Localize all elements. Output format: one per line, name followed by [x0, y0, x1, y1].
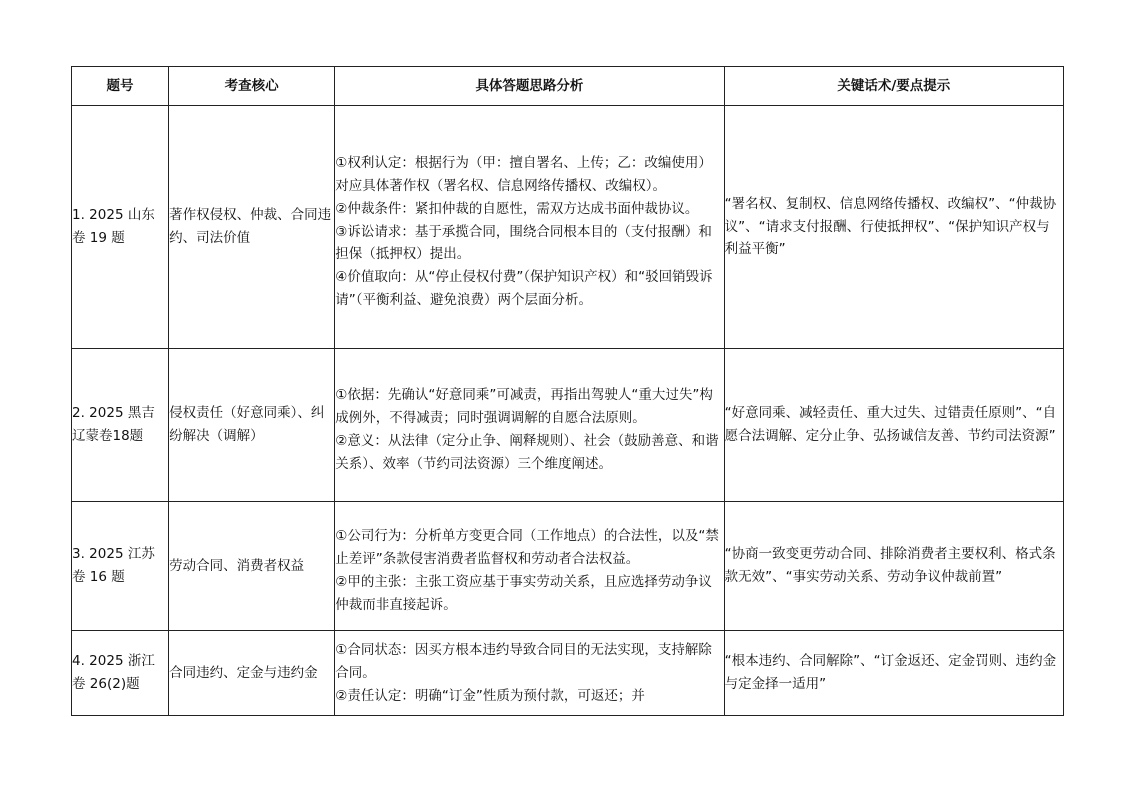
cell-analysis [335, 349, 724, 502]
analysis-point: ④价值取向：从“停止侵权付费”（保护知识产权）和“驳回销毁诉请”（平衡利益、避免浪费）两个层面分析。 [335, 269, 713, 308]
cell-key-phrases: “协商一致变更劳动合同、排除消费者主要权利、格式条款无效”、“事实劳动关系、劳动争议仲裁前置” [724, 502, 1063, 631]
cell-topic: 1. 2025 山东卷 19 题 [72, 106, 169, 349]
analysis-point: ②仲裁条件：紧扣仲裁的自愿性，需双方达成书面仲裁协议。 [335, 200, 699, 217]
cell-key-phrases: “根本违约、合同解除”、“订金返还、定金罚则、违约金与定金择一适用” [724, 631, 1063, 716]
cell-analysis [335, 106, 724, 349]
table-header-row [72, 67, 1064, 106]
cell-core: 著作权侵权、仲裁、合同违约、司法价值 [169, 106, 335, 349]
analysis-point: ③诉讼请求：基于承揽合同，围绕合同根本目的（支付报酬）和担保（抵押权）提出。 [335, 223, 712, 263]
cell-topic: 2. 2025 黑吉辽蒙卷18题 [72, 349, 169, 502]
answer-analysis-table [71, 66, 1064, 716]
analysis-point: ②责任认定：明确“订金”性质为预付款，可返还；并 [335, 687, 645, 704]
cell-analysis [335, 502, 724, 631]
header-key-phrases: 关键话术/要点提示 [724, 67, 1063, 106]
analysis-point: ②意义：从法律（定分止争、阐释规则）、社会（鼓励善意、和谐关系）、效率（节约司法资源）三个维度阐述。 [335, 433, 719, 472]
analysis-point: ①依据：先确认“好意同乘”可减责，再指出驾驶人“重大过失”构成例外，不得减责；同时强调调解的自愿合法原则。 [335, 387, 713, 427]
analysis-point: ①权利认定：根据行为（甲：擅自署名、上传；乙：改编使用）对应具体著作权（署名权、信息网络传播权、改编权）。 [335, 155, 712, 194]
table-row [72, 631, 1064, 716]
analysis-point: ①合同状态：因买方根本违约导致合同目的无法实现，支持解除合同。 [335, 642, 712, 681]
analysis-point: ②甲的主张：主张工资应基于事实劳动关系，且应选择劳动争议仲裁而非直接起诉。 [335, 574, 712, 613]
cell-key-phrases: “署名权、复制权、信息网络传播权、改编权”、“仲裁协议”、“请求支付报酬、行使抵押权”、“保护知识产权与利益平衡” [724, 106, 1063, 349]
table-row [72, 106, 1064, 349]
cell-core: 合同违约、定金与违约金 [169, 631, 335, 716]
cell-analysis [335, 631, 724, 716]
table-row [72, 349, 1064, 502]
analysis-point: ①公司行为：分析单方变更合同（工作地点）的合法性，以及“禁止差评”条款侵害消费者监督权和劳动者合法权益。 [335, 528, 719, 568]
cell-key-phrases: “好意同乘、减轻责任、重大过失、过错责任原则”、“自愿合法调解、定分止争、弘扬诚信友善、节约司法资源” [724, 349, 1063, 502]
cell-core: 劳动合同、消费者权益 [169, 502, 335, 631]
cell-core: 侵权责任（好意同乘）、纠纷解决（调解） [169, 349, 335, 502]
header-analysis: 具体答题思路分析 [335, 67, 724, 106]
header-topic-number: 题号 [72, 67, 169, 106]
table-row [72, 502, 1064, 631]
header-core-focus: 考查核心 [169, 67, 335, 106]
cell-topic: 3. 2025 江苏卷 16 题 [72, 502, 169, 631]
cell-topic: 4. 2025 浙江卷 26(2)题 [72, 631, 169, 716]
